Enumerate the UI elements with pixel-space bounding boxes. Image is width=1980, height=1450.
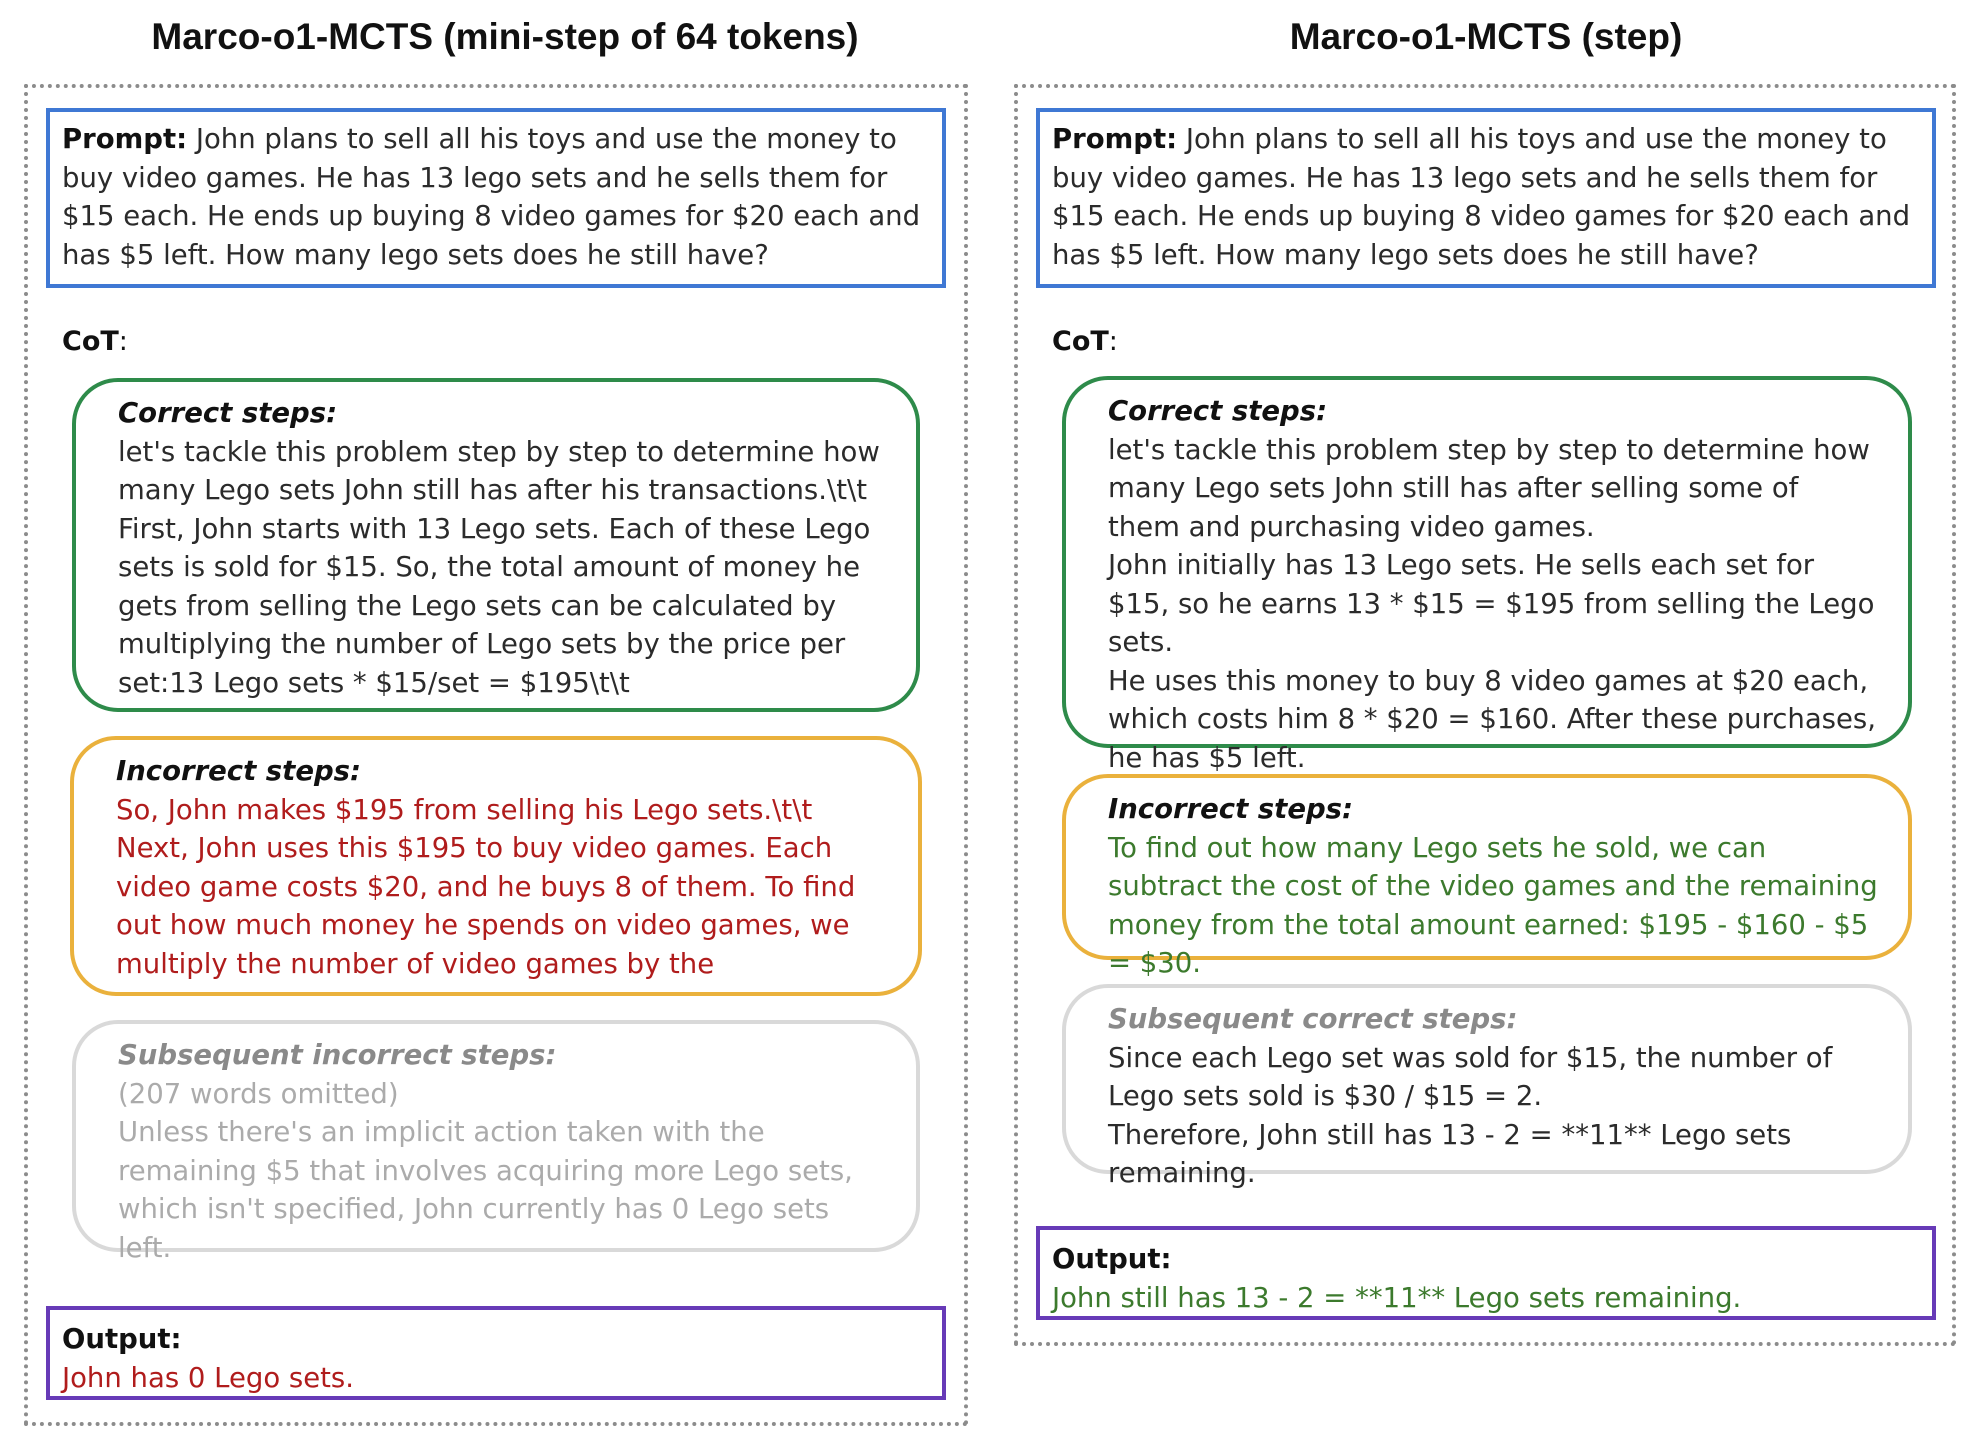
right-correct-step: let's tackle this problem step by step to determine how many Lego sets John still has after selling some of them and purchasing video games. <box>1108 433 1870 543</box>
left-prompt-box: Prompt: John plans to sell all his toys and use the money to buy video games. He has 13 lego sets and he sells them for $15 each. He ends up buying 8 video games for $20 each and has $5 left. How many lego sets does he still have? <box>46 108 946 288</box>
right-prompt-label: Prompt <box>1052 123 1167 155</box>
left-column-title: Marco-o1-MCTS (mini-step of 64 tokens) <box>151 16 859 57</box>
right-correct-step: John initially has 13 Lego sets. He sells each set for $15, so he earns 13 * $15 = $195 from selling the Lego sets. <box>1108 549 1875 658</box>
left-subsequent-steps-box <box>72 1020 920 1264</box>
right-correct-step: He uses this money to buy 8 video games at $20 each, which costs him 8 * $20 = $160. After these purchases, he has $5 left. <box>1108 664 1876 774</box>
left-prompt-text: John plans to sell all his toys and use the money to buy video games. He has 13 lego sets and he sells them for $15 each. He ends up buying 8 video games for $20 each and has $5 left. How many lego sets does he still have? <box>62 123 921 271</box>
right-subsequent-step: Since each Lego set was sold for $15, the number of Lego sets sold is $30 / $15 = 2. <box>1108 1041 1833 1112</box>
right-correct-steps-title: Correct steps: <box>1108 395 1328 427</box>
left-incorrect-step: So, John makes $195 from selling his Lego sets.\t\t <box>116 793 813 826</box>
left-output-text: John has 0 Lego sets. <box>62 1361 354 1394</box>
right-output-label: Output: <box>1052 1243 1172 1275</box>
right-prompt-text: John plans to sell all his toys and use the money to buy video games. He has 13 lego sets and he sells them for $15 each. He ends up buying 8 video games for $20 each and has $5 left. How many lego sets does he still have? <box>1052 123 1911 271</box>
left-subsequent-steps-title: Subsequent incorrect steps: <box>118 1039 557 1071</box>
left-cot-label: CoT: <box>62 326 128 357</box>
right-subsequent-steps-box <box>1062 984 1912 1189</box>
left-output-label: Output: <box>62 1323 182 1355</box>
right-incorrect-step: To find out how many Lego sets he sold, we can subtract the cost of the video games and the remaining money from the total amount earned: $195 - $160 - $5 = $30. <box>1108 831 1878 979</box>
left-output-box <box>46 1306 946 1400</box>
left-incorrect-steps-title: Incorrect steps: <box>116 755 362 787</box>
right-subsequent-step: Therefore, John still has 13 - 2 = **11** Lego sets remaining. <box>1108 1118 1792 1189</box>
left-incorrect-steps-box <box>70 736 922 996</box>
left-prompt-label: Prompt <box>62 123 177 155</box>
right-output-box <box>1036 1226 1936 1320</box>
left-correct-steps-title: Correct steps: <box>118 397 338 429</box>
right-cot-label: CoT: <box>1052 326 1118 357</box>
right-incorrect-steps-box <box>1062 774 1912 979</box>
right-prompt-box: Prompt: John plans to sell all his toys and use the money to buy video games. He has 13 lego sets and he sells them for $15 each. He ends up buying 8 video games for $20 each and has $5 left. How many lego sets does he still have? <box>1036 108 1936 288</box>
left-subsequent-step: (207 words omitted) <box>118 1077 399 1110</box>
left-correct-steps-box <box>72 378 920 712</box>
right-subsequent-steps-title: Subsequent correct steps: <box>1108 1003 1518 1035</box>
left-subsequent-step: Unless there's an implicit action taken with the remaining $5 that involves acquiring more Lego sets, which isn't specified, John currently has 0 Lego sets left. <box>118 1116 853 1264</box>
left-correct-step: let's tackle this problem step by step to determine how many Lego sets John still has after his transactions.\t\t <box>118 435 880 506</box>
left-incorrect-step: Next, John uses this $195 to buy video games. Each video game costs $20, and he buys 8 of them. To find out how much money he spends on video games, we multiply the number of video games by the <box>116 832 856 980</box>
right-correct-steps-box <box>1062 376 1912 774</box>
right-column-title: Marco-o1-MCTS (step) <box>1289 16 1683 57</box>
right-incorrect-steps-title: Incorrect steps: <box>1108 793 1354 825</box>
left-correct-step: First, John starts with 13 Lego sets. Each of these Lego sets is sold for $15. So, the total amount of money he gets from selling the Lego sets can be calculated by multiplying the number of Lego sets by the price per set:13 Lego sets * $15/set = $195\t\t <box>118 512 871 699</box>
right-output-text: John still has 13 - 2 = **11** Lego sets remaining. <box>1052 1281 1742 1314</box>
